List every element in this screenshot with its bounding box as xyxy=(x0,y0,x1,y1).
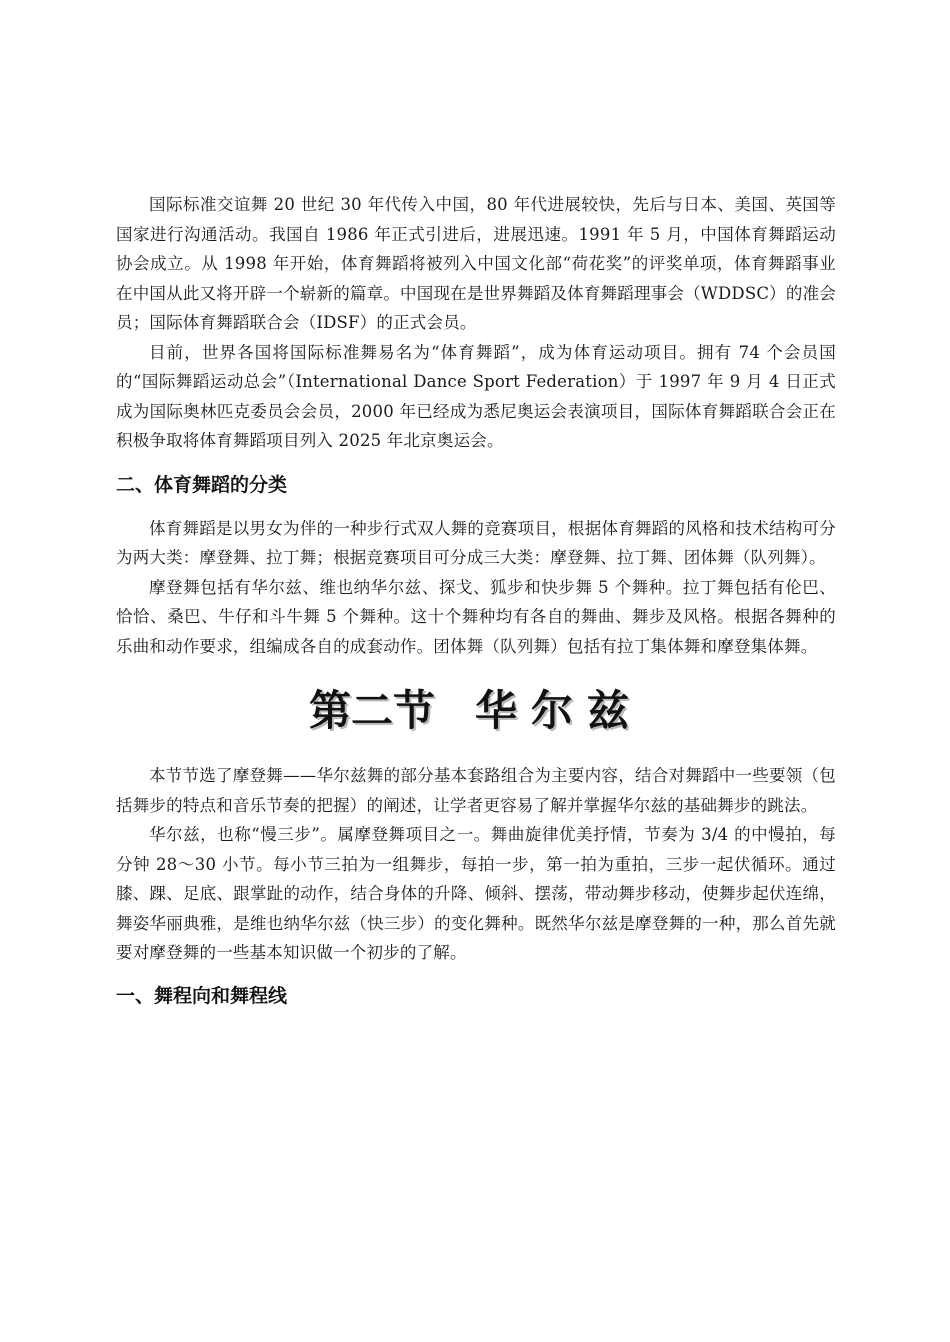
section-title-name: 华尔兹 xyxy=(475,686,644,735)
waltz-paragraph-1: 本节节选了摩登舞——华尔兹舞的部分基本套路组合为主要内容，结合对舞蹈中一些要领（包括舞步的特点和音乐节奏的把握）的阐述，让学者更容易了解并掌握华尔兹的基础舞步的跳法。 xyxy=(116,766,836,815)
document-page xyxy=(116,190,836,1011)
section-title-number: 第二节 xyxy=(308,686,435,735)
classification-paragraph-2: 摩登舞包括有华尔兹、维也纳华尔兹、探戈、狐步和快步舞 5 个舞种。拉丁舞包括有伦巴、恰恰、桑巴、牛仔和斗牛舞 5 个舞种。这十个舞种均有各自的舞曲、舞步及风格。根据各舞种的乐曲和动作要求，组编成各自的成套动作。团体舞（队列舞）包括有拉丁集体舞和摩登集体舞。 xyxy=(116,577,836,656)
waltz-paragraph-2: 华尔兹，也称“慢三步”。属摩登舞项目之一。舞曲旋律优美抒情，节奏为 3/4 的中慢拍，每分钟 28～30 小节。每小节三拍为一组舞步，每拍一步，第一拍为重拍，三步一起伏循环。通过膝、踝、足底、跟掌趾的动作，结合身体的升降、倾斜、摆荡，带动舞步移动，使舞步起伏连绵，舞姿华丽典雅，是维也纳华尔兹（快三步）的变化舞种。既然华尔兹是摩登舞的一种，那么首先就要对摩登舞的一些基本知识做一个初步的了解。 xyxy=(116,825,836,962)
intro-paragraph-2: 目前，世界各国将国际标准舞易名为“体育舞蹈”，成为体育运动项目。拥有 74 个会员国的“国际舞蹈运动总会”（International Dance Sport Federation）于 1997 年 9 月 4 日正式成为国际奥林匹克委员会会员，2000 年已经成为悉尼奥运会表演项目，国际体育舞蹈联合会正在积极争取将体育舞蹈项目列入 2025 年北京奥运会。 xyxy=(116,342,836,450)
intro-paragraph-1: 国际标准交谊舞 20 世纪 30 年代传入中国，80 年代进展较快，先后与日本、美国、英国等国家进行沟通活动。我国自 1986 年正式引进后，进展迅速。1991 年 5 月，中国体育舞蹈运动协会成立。从 1998 年开始，体育舞蹈将被列入中国文化部“荷花奖”的评奖单项，体育舞蹈事业在中国从此又将开辟一个崭新的篇章。中国现在是世界舞蹈及体育舞蹈理事会（WDDSC）的准会员；国际体育舞蹈联合会（IDSF）的正式会员。 xyxy=(116,195,836,332)
classification-paragraph-1: 体育舞蹈是以男女为伴的一种步行式双人舞的竞赛项目，根据体育舞蹈的风格和技术结构可分为两大类：摩登舞、拉丁舞；根据竞赛项目可分成三大类：摩登舞、拉丁舞、团体舞（队列舞）。 xyxy=(116,518,836,567)
heading-line-of-dance: 一、舞程向和舞程线 xyxy=(116,984,288,1007)
section-title xyxy=(116,683,836,739)
heading-classification: 二、体育舞蹈的分类 xyxy=(116,473,288,496)
